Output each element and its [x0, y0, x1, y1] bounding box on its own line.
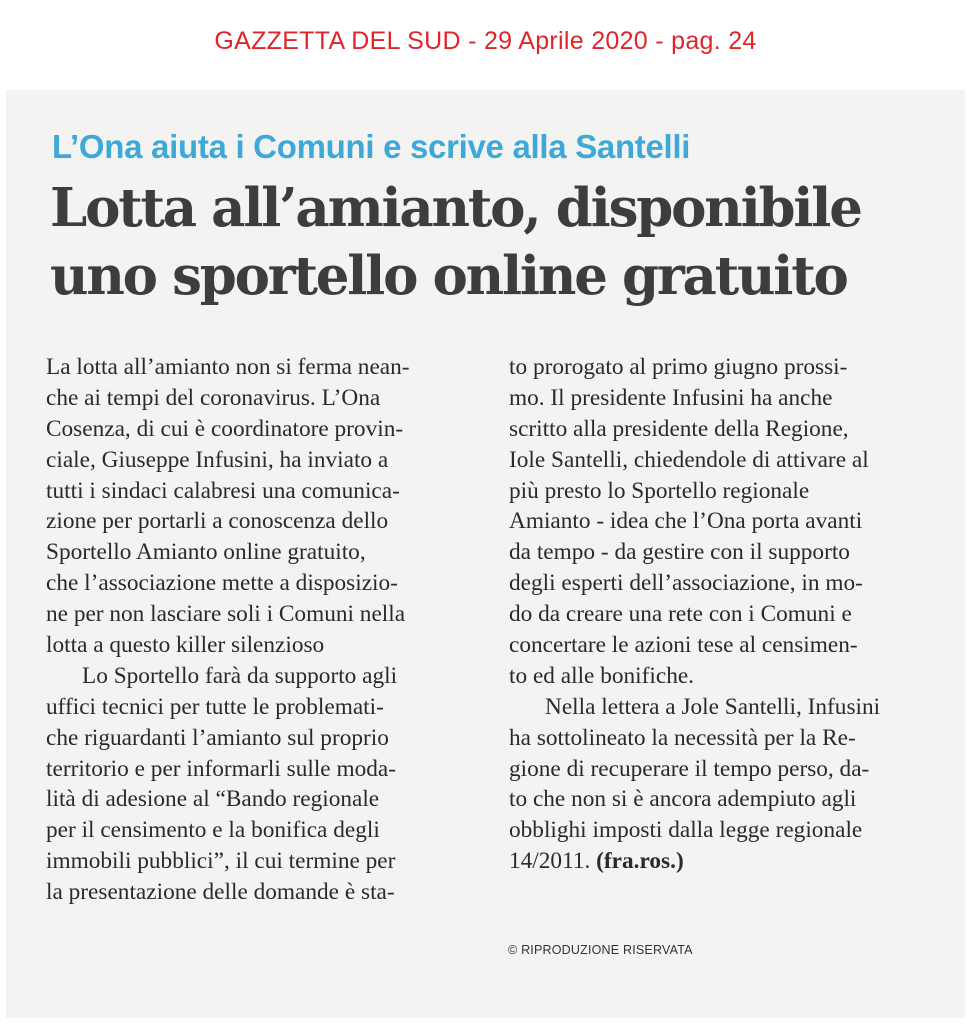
article-column-left — [46, 352, 476, 908]
text-line: più presto lo Sportello regionale — [509, 477, 810, 504]
text-line: Nella lettera a Jole Santelli, Infusini — [545, 693, 881, 720]
source-header — [0, 0, 971, 90]
text-line: La lotta all’amianto non si ferma nean- — [46, 354, 410, 380]
text-line: immobili pubblici”, il cui termine per — [46, 848, 396, 875]
text-line: lotta a questo killer silenzioso — [46, 632, 325, 659]
text-line: Amianto - idea che l’Ona porta avanti — [509, 508, 863, 535]
text-line: Iole Santelli, chiedendole di attivare al — [509, 446, 869, 473]
text-line: mo. Il presidente Infusini ha anche — [509, 384, 833, 411]
text-line: concertare le azioni tese al censimen- — [509, 632, 858, 659]
text-line: ha sottolineato la necessità per la Re- — [509, 724, 856, 751]
text-line: do da creare una rete con i Comuni e — [509, 601, 852, 628]
text-line: Lo Sportello farà da supporto agli — [82, 662, 398, 689]
text-line: da tempo - da gestire con il supporto — [509, 539, 850, 566]
text-line: to ed alle bonifiche. — [509, 662, 695, 689]
article-headline — [50, 174, 930, 310]
text-line: per il censimento e la bonifica degli — [46, 817, 380, 844]
text-line: to prorogato al primo giugno prossi- — [509, 354, 848, 380]
text-line: Sportello Amianto online gratuito, — [46, 539, 366, 566]
text-line: che l’associazione mette a disposizio- — [46, 570, 398, 597]
final-line — [509, 846, 933, 877]
text-line: zione per portarli a conoscenza dello — [46, 508, 389, 535]
copyright-notice: © RIPRODUZIONE RISERVATA — [508, 943, 693, 957]
text-line: che ai tempi del coronavirus. L’Ona — [46, 384, 381, 411]
text-line: gione di recuperare il tempo perso, da- — [509, 755, 870, 782]
text-line: la presentazione delle domande è sta- — [46, 879, 395, 906]
text-line: uffici tecnici per tutte le problemati- — [46, 693, 384, 720]
text-line: degli esperti dell’associazione, in mo- — [509, 570, 863, 597]
text-line: obblighi imposti dalla legge regionale — [509, 817, 863, 844]
source-line: GAZZETTA DEL SUD - 29 Aprile 2020 - pag. 24 — [214, 27, 757, 55]
text-line: che riguardanti l’amianto sul proprio — [46, 724, 389, 751]
text-line: scritto alla presidente della Regione, — [509, 415, 849, 442]
article-kicker: L’Ona aiuta i Comuni e scrive alla Santelli — [52, 128, 691, 165]
text-line: territorio e per informarli sulle moda- — [46, 755, 396, 782]
text-line: ciale, Giuseppe Infusini, ha inviato a — [46, 446, 389, 473]
text-line: to che non si è ancora adempiuto agli — [509, 786, 857, 813]
author-byline: (fra.ros.) — [596, 848, 684, 875]
text-line: tutti i sindaci calabresi una comunica- — [46, 477, 400, 504]
text-line: Cosenza, di cui è coordinatore provin- — [46, 415, 404, 442]
headline-line: uno sportello online gratuito — [50, 245, 847, 307]
law-reference: 14/2011. — [509, 848, 591, 875]
text-line: ne per non lasciare soli i Comuni nella — [46, 601, 406, 628]
text-line: lità di adesione al “Bando regionale — [46, 786, 380, 813]
headline-line: Lotta all’amianto, disponibile — [50, 177, 861, 239]
article-column-right — [509, 352, 933, 877]
